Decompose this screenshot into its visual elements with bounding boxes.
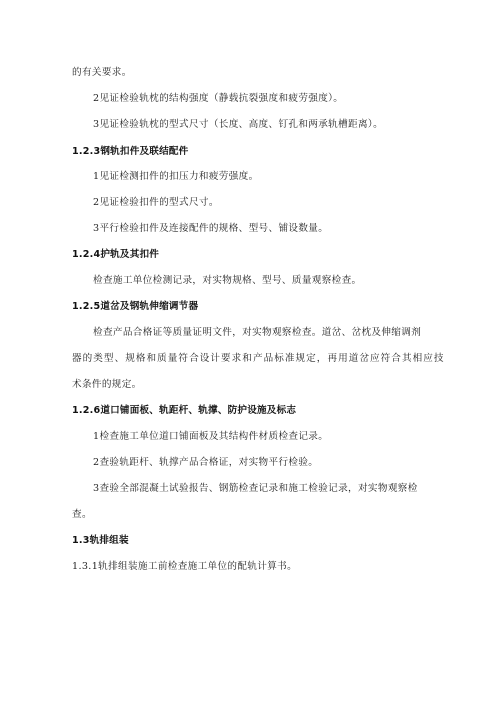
list-item: 3查验全部混凝土试验报告、钢筋检查记录和施工检验记录，对实物观察检 (93, 483, 418, 494)
list-item: 2见证检验扣件的型式尺寸。 (93, 197, 219, 208)
paragraph-continuation: 的有关要求。 (72, 67, 132, 78)
paragraph-line: 查。 (72, 509, 92, 520)
paragraph-line: 术条件的规定。 (72, 379, 142, 390)
list-item: 1见证检测扣件的扣压力和疲劳强度。 (93, 171, 259, 182)
section-heading: 1.3轨排组装 (72, 535, 129, 546)
list-item: 2查验轨距杆、轨撑产品合格证，对实物平行检验。 (93, 457, 319, 468)
list-item: 3平行检验扣件及连接配件的规格、型号、铺设数量。 (93, 223, 329, 234)
section-heading: 1.2.4护轨及其扣件 (72, 249, 160, 260)
list-item: 3见证检验轨枕的型式尺寸（长度、高度、钉孔和两承轨槽距离）。 (93, 119, 384, 130)
paragraph: 1.3.1轨排组装施工前检查施工单位的配轨计算书。 (72, 561, 298, 572)
list-item: 1检查施工单位道口铺面板及其结构件材质检查记录。 (93, 431, 329, 442)
section-heading: 1.2.3钢轨扣件及联结配件 (72, 146, 189, 157)
section-heading: 1.2.6道口铺面板、轨距杆、轨撑、防护设施及标志 (72, 405, 297, 416)
section-heading: 1.2.5道岔及钢轨伸缩调节器 (72, 301, 199, 312)
paragraph: 检查施工单位检测记录，对实物规格、型号、质量观察检查。 (93, 275, 362, 286)
list-item: 2见证检验轨枕的结构强度（静载抗裂强度和疲劳强度）。 (93, 93, 344, 104)
paragraph-line: 器的类型、规格和质量符合设计要求和产品标准规定，再用道岔应符合其相应技 (72, 353, 445, 364)
paragraph-line: 检查产品合格证等质量证明文件，对实物观察检查。道岔、岔枕及伸缩调剂 (93, 327, 422, 338)
